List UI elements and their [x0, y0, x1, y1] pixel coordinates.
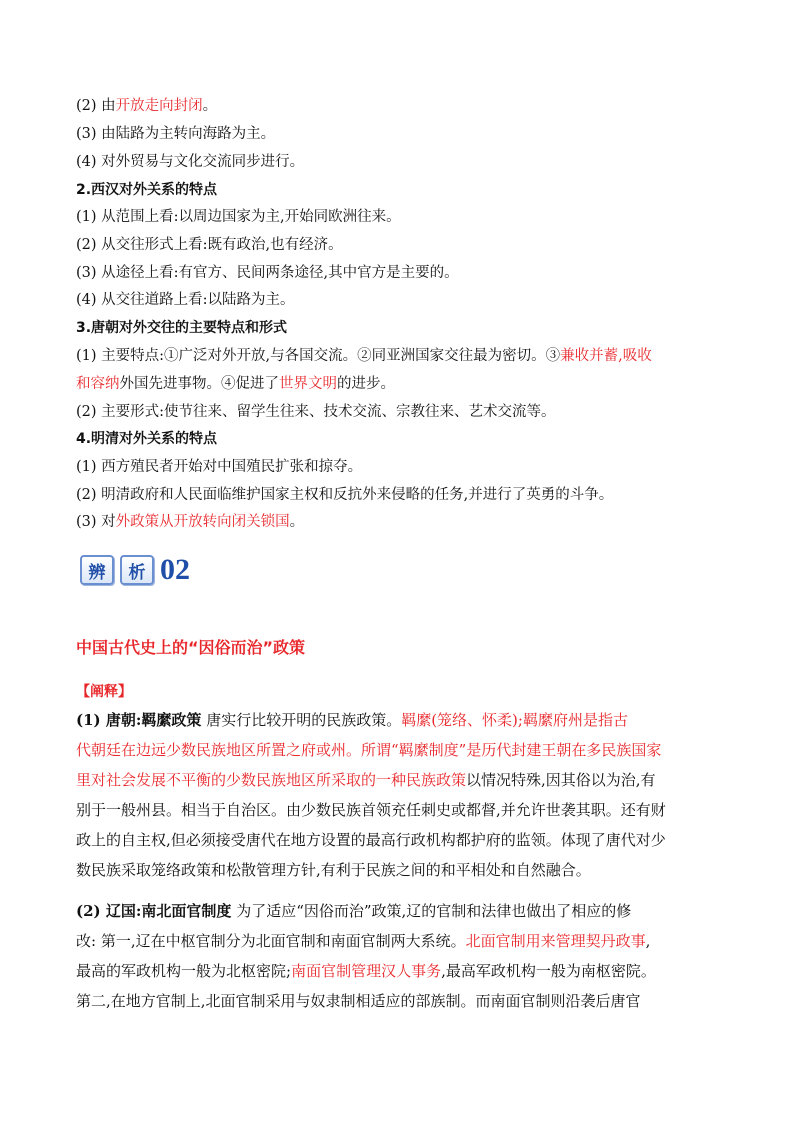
text: (2) 由 — [76, 98, 116, 114]
highlight-text: 开放走向封闭 — [115, 98, 203, 114]
body-line — [76, 961, 656, 981]
text: (1) 主要特点:①广泛对外开放,与各国交流。②同亚洲国家交往最为密切。③ — [76, 348, 561, 364]
highlight-text: 里对社会发展不平衡的少数民族地区所采取的一种民族政策 — [76, 771, 467, 789]
summary-line: (2) 主要形式:使节往来、留学生往来、技术交流、宗教往来、艺术交流等。 — [76, 404, 556, 420]
text: 。 — [202, 98, 218, 114]
summary-line: (3) 从途径上看:有官方、民间两条途径,其中官方是主要的。 — [76, 265, 459, 281]
summary-line: (4) 对外贸易与文化交流同步进行。 — [76, 154, 305, 170]
explanation-label: 【阐释】 — [76, 684, 132, 700]
highlight-text: 羁縻(笼络、怀柔);羁縻府州是指古 — [401, 711, 628, 729]
text: 的进步。 — [337, 376, 395, 392]
summary-line — [76, 512, 304, 532]
summary-line: (1) 从范围上看:以周边国家为主,开始同欧洲往来。 — [76, 209, 401, 225]
body-line: 代朝廷在边远少数民族地区所置之府或州。所谓“羁縻制度”是历代封建王朝在多民族国家 — [76, 741, 662, 759]
text: 最高的军政机构一般为北枢密院; — [76, 962, 292, 980]
badge-char: 析 — [120, 555, 154, 585]
highlight-text: 南面官制管理汉人事务 — [291, 962, 442, 980]
highlight-text: 北面官制用来管理契丹政事 — [465, 932, 646, 950]
text: 为了适应“因俗而治”政策,辽的官制和法律也做出了相应的修 — [231, 902, 632, 920]
summary-line — [76, 374, 395, 394]
summary-line: (1) 西方殖民者开始对中国殖民扩张和掠夺。 — [76, 459, 363, 475]
highlight-text: 兼收并蓄,吸收 — [560, 348, 652, 364]
section-heading: 2.西汉对外关系的特点 — [76, 182, 218, 198]
body-line: 别于一般州县。相当于自治区。由少数民族首领充任刺史或都督,并允许世袭其职。还有财 — [76, 801, 666, 819]
highlight-text: 世界文明 — [279, 376, 337, 392]
section-number: 02 — [160, 553, 190, 586]
highlight-text: 和容纳 — [76, 376, 120, 392]
text: , — [645, 932, 651, 950]
badge-char: 辨 — [80, 555, 114, 585]
body-line — [76, 901, 631, 921]
summary-line — [76, 346, 652, 366]
summary-line: (2) 从交往形式上看:既有政治,也有经济。 — [76, 237, 343, 253]
summary-line: (2) 明清政府和人民面临维护国家主权和反抗外来侵略的任务,并进行了英勇的斗争。 — [76, 487, 614, 503]
section-badge — [80, 550, 190, 590]
body-line — [76, 710, 628, 730]
body-line: 政上的自主权,但必须接受唐代在地方设置的最高行政机构都护府的监领。体现了唐代对少 — [76, 831, 666, 849]
text: 唐实行比较开明的民族政策。 — [201, 711, 402, 729]
text: (2) 辽国: — [76, 902, 142, 920]
body-line — [76, 770, 656, 790]
page-title: 中国古代史上的“因俗而治”政策 — [76, 638, 306, 657]
text: ,最高军政机构一般为南枢密院。 — [441, 962, 656, 980]
text: 羁縻政策 — [141, 711, 202, 729]
text: 外国先进事物。④促进了 — [119, 376, 279, 392]
text: 。 — [289, 514, 305, 530]
section-heading: 4.明清对外关系的特点 — [76, 431, 218, 447]
summary-line — [76, 96, 217, 116]
summary-line: (3) 由陆路为主转向海路为主。 — [76, 126, 276, 142]
text: 改: 第一,辽在中枢官制分为北面官制和南面官制两大系统。 — [76, 932, 466, 950]
section-heading: 3.唐朝对外交往的主要特点和形式 — [76, 320, 288, 336]
summary-line: (4) 从交往道路上看:以陆路为主。 — [76, 292, 295, 308]
highlight-text: 外政策从开放转向闭关锁国 — [115, 514, 290, 530]
body-line: 第二,在地方官制上,北面官制采用与奴隶制相适应的部族制。而南面官制则沿袭后唐官 — [76, 992, 641, 1010]
text: 以情况特殊,因其俗以为治,有 — [466, 771, 656, 789]
body-line — [76, 931, 650, 951]
text: (1) 唐朝: — [76, 711, 142, 729]
text: 南北面官制度 — [141, 902, 232, 920]
text: (3) 对 — [76, 514, 116, 530]
body-line: 数民族采取笼络政策和松散管理方针,有利于民族之间的和平相处和自然融合。 — [76, 861, 591, 879]
